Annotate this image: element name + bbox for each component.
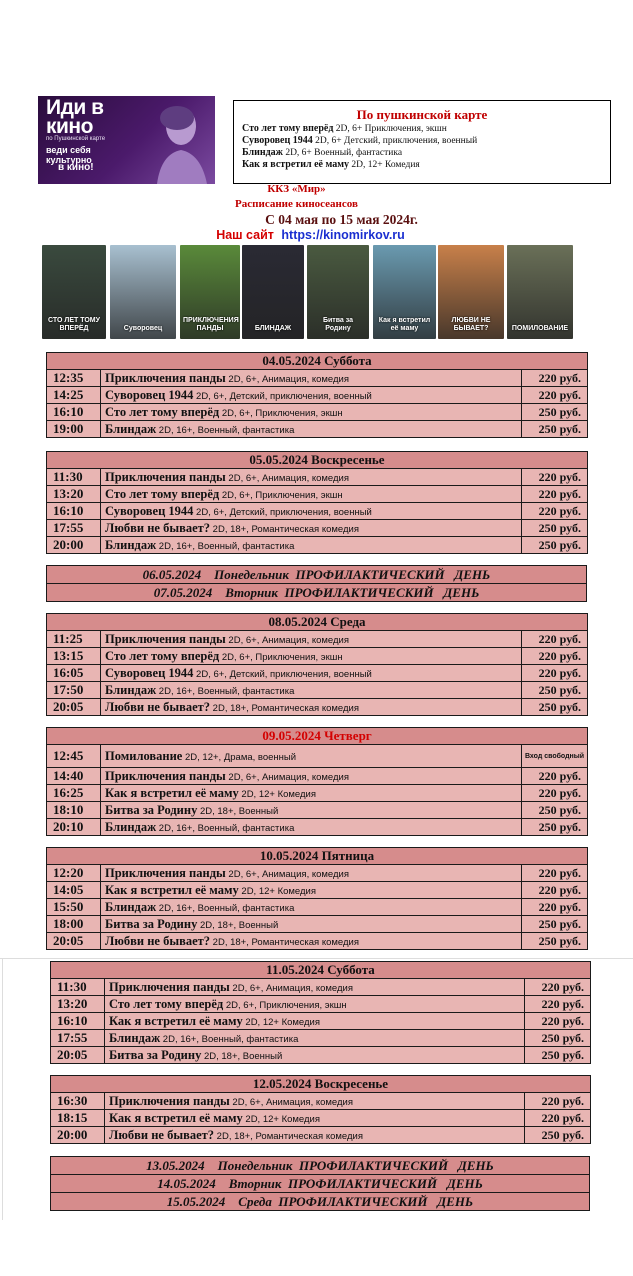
session-price: 220 руб. bbox=[522, 768, 588, 785]
film-info: 2D, 6+, Приключения, экшн bbox=[219, 407, 343, 419]
session-price: 220 руб. bbox=[522, 865, 588, 882]
film-name: Битва за Родину bbox=[105, 916, 198, 931]
day-schedule-table bbox=[46, 847, 588, 950]
session-row[interactable] bbox=[47, 631, 588, 648]
divider bbox=[0, 958, 633, 959]
movie-posters bbox=[42, 245, 594, 339]
session-film bbox=[101, 819, 522, 836]
pushkin-promo-banner bbox=[38, 96, 215, 184]
session-film bbox=[101, 370, 522, 387]
session-time: 20:00 bbox=[47, 537, 101, 554]
session-film bbox=[105, 1127, 525, 1144]
session-time: 20:05 bbox=[47, 699, 101, 716]
session-time: 18:15 bbox=[51, 1110, 105, 1127]
film-name: Любви не бывает? bbox=[109, 1127, 215, 1142]
film-info: 2D, 18+, Романтическая комедия bbox=[210, 936, 359, 948]
film-name: Любви не бывает? bbox=[105, 699, 211, 714]
session-film bbox=[105, 1030, 525, 1047]
session-film bbox=[101, 404, 522, 421]
session-row[interactable] bbox=[47, 520, 588, 537]
film-info: 2D, 18+, Романтическая комедия bbox=[210, 523, 359, 535]
session-price: 220 руб. bbox=[525, 1110, 591, 1127]
film-name: Приключения панды bbox=[105, 370, 226, 385]
schedule-title bbox=[0, 198, 633, 210]
promo-headline bbox=[46, 98, 104, 136]
film-info: 2D, 16+, Военный, фантастика bbox=[160, 1033, 299, 1045]
film-info: 2D, 6+, Приключения, экшн bbox=[219, 651, 343, 663]
session-film bbox=[101, 916, 522, 933]
film-info: 2D, 6+, Приключения, экшн bbox=[219, 489, 343, 501]
poster-title: ЛЮБВИ НЕ БЫВАЕТ? bbox=[451, 317, 491, 332]
session-time: 17:55 bbox=[51, 1030, 105, 1047]
session-film bbox=[101, 682, 522, 699]
session-row[interactable] bbox=[51, 1127, 591, 1144]
session-time: 16:10 bbox=[47, 503, 101, 520]
session-film bbox=[105, 996, 525, 1013]
session-time: 13:15 bbox=[47, 648, 101, 665]
session-time: 18:10 bbox=[47, 802, 101, 819]
poster-title: СТО ЛЕТ ТОМУ ВПЕРЁД bbox=[48, 317, 100, 332]
session-time: 20:05 bbox=[51, 1047, 105, 1064]
session-time: 16:05 bbox=[47, 665, 101, 682]
day-title: 09.05.2024 Четверг bbox=[47, 728, 588, 745]
session-price: 220 руб. bbox=[525, 1013, 591, 1030]
movie-poster[interactable] bbox=[180, 245, 240, 339]
film-name: Блиндаж bbox=[105, 537, 157, 552]
pushkin-card-title: По пушкинской карте bbox=[356, 107, 488, 122]
session-row[interactable] bbox=[47, 865, 588, 882]
film-name: Как я встретил её маму bbox=[105, 882, 239, 897]
session-film bbox=[101, 933, 522, 950]
film-info: 2D, 6+, Анимация, комедия bbox=[225, 634, 349, 646]
session-time: 16:10 bbox=[47, 404, 101, 421]
movie-poster[interactable] bbox=[373, 245, 436, 339]
session-film bbox=[101, 387, 522, 404]
film-name: Суворовец 1944 bbox=[105, 387, 194, 402]
website-line bbox=[0, 228, 633, 242]
session-price: 250 руб. bbox=[522, 520, 588, 537]
film-name: Приключения панды bbox=[105, 631, 226, 646]
film-name: Любви не бывает? bbox=[105, 933, 211, 948]
pushkin-bust-icon bbox=[147, 100, 209, 184]
session-time: 12:35 bbox=[47, 370, 101, 387]
film-info: 2D, 18+, Военный bbox=[201, 1050, 283, 1062]
movie-poster[interactable] bbox=[438, 245, 504, 339]
session-price: 220 руб. bbox=[522, 648, 588, 665]
session-time: 20:00 bbox=[51, 1127, 105, 1144]
film-info: 2D, 18+, Военный bbox=[197, 805, 279, 817]
date-range-label: С 04 мая по 15 мая 2024г. bbox=[265, 212, 418, 227]
session-price: 250 руб. bbox=[525, 1047, 591, 1064]
date-range bbox=[0, 212, 633, 228]
day-schedule-table bbox=[46, 352, 588, 438]
schedule-label: Расписание киносеансов bbox=[235, 198, 358, 210]
pushkin-film-row bbox=[242, 147, 610, 159]
session-film bbox=[101, 503, 522, 520]
session-row[interactable] bbox=[47, 768, 588, 785]
pushkin-film-name: Блиндаж bbox=[242, 147, 283, 158]
film-name: Как я встретил её маму bbox=[105, 785, 239, 800]
session-price: 250 руб. bbox=[522, 421, 588, 438]
film-name: Сто лет тому вперёд bbox=[105, 486, 220, 501]
session-film bbox=[101, 421, 522, 438]
session-row[interactable] bbox=[47, 387, 588, 404]
closed-days-table bbox=[50, 1156, 590, 1211]
film-info: 2D, 16+, Военный, фантастика bbox=[156, 540, 295, 552]
day-schedule-table bbox=[50, 1075, 591, 1144]
session-row[interactable] bbox=[51, 979, 591, 996]
film-name: Блиндаж bbox=[105, 899, 157, 914]
session-time: 12:45 bbox=[47, 745, 101, 768]
session-price: 250 руб. bbox=[522, 699, 588, 716]
pushkin-film-info: 2D, 6+ Детский, приключения, военный bbox=[312, 136, 478, 146]
pushkin-film-row bbox=[242, 159, 610, 171]
poster-title: ПРИКЛЮЧЕНИЯ ПАНДЫ bbox=[183, 317, 239, 332]
closed-days-table bbox=[46, 565, 587, 602]
session-row[interactable] bbox=[47, 745, 588, 768]
session-film bbox=[105, 1110, 525, 1127]
session-price: 250 руб. bbox=[522, 916, 588, 933]
session-film bbox=[101, 745, 522, 768]
session-film bbox=[101, 648, 522, 665]
film-info: 2D, 16+, Военный, фантастика bbox=[156, 424, 295, 436]
film-info: 2D, 6+, Детский, приключения, военный bbox=[193, 390, 372, 402]
session-price: 250 руб. bbox=[525, 1030, 591, 1047]
film-name: Приключения панды bbox=[105, 865, 226, 880]
film-name: Битва за Родину bbox=[109, 1047, 202, 1062]
film-name: Приключения панды bbox=[105, 469, 226, 484]
film-name: Как я встретил её маму bbox=[109, 1013, 243, 1028]
session-price: 250 руб. bbox=[522, 802, 588, 819]
session-row[interactable] bbox=[47, 819, 588, 836]
day-title: 05.05.2024 Воскресенье bbox=[47, 452, 588, 469]
film-name: Битва за Родину bbox=[105, 802, 198, 817]
session-price: 250 руб. bbox=[522, 819, 588, 836]
movie-poster[interactable] bbox=[307, 245, 369, 339]
day-title: 12.05.2024 Воскресенье bbox=[51, 1076, 591, 1093]
session-price: 220 руб. bbox=[522, 665, 588, 682]
poster-title: БЛИНДАЖ bbox=[254, 325, 292, 332]
session-price: 220 руб. bbox=[522, 503, 588, 520]
film-info: 2D, 6+, Анимация, комедия bbox=[225, 771, 349, 783]
film-name: Как я встретил её маму bbox=[109, 1110, 243, 1125]
closed-day-row: 06.05.2024 Понедельник ПРОФИЛАКТИЧЕСКИЙ ДЕНЬ bbox=[47, 566, 587, 584]
film-name: Приключения панды bbox=[109, 1093, 230, 1108]
session-time: 11:25 bbox=[47, 631, 101, 648]
day-schedule-table bbox=[46, 613, 588, 716]
pushkin-film-row bbox=[242, 123, 610, 135]
session-row[interactable] bbox=[47, 899, 588, 916]
film-info: 2D, 12+ Комедия bbox=[242, 1016, 320, 1028]
pushkin-film-name: Сто лет тому вперёд bbox=[242, 123, 334, 134]
session-row[interactable] bbox=[51, 1047, 591, 1064]
session-row[interactable] bbox=[47, 370, 588, 387]
session-row[interactable] bbox=[47, 699, 588, 716]
session-row[interactable] bbox=[47, 802, 588, 819]
session-film bbox=[105, 979, 525, 996]
film-info: 2D, 6+, Анимация, комедия bbox=[229, 1096, 353, 1108]
session-time: 19:00 bbox=[47, 421, 101, 438]
session-row[interactable] bbox=[47, 916, 588, 933]
film-info: 2D, 6+, Анимация, комедия bbox=[225, 373, 349, 385]
session-film bbox=[101, 665, 522, 682]
session-price: 220 руб. bbox=[522, 785, 588, 802]
closed-day-row: 13.05.2024 Понедельник ПРОФИЛАКТИЧЕСКИЙ ДЕНЬ bbox=[51, 1157, 590, 1175]
session-film bbox=[101, 865, 522, 882]
session-time: 14:40 bbox=[47, 768, 101, 785]
film-info: 2D, 16+, Военный, фантастика bbox=[156, 902, 295, 914]
promo-line1: Иди в bbox=[46, 96, 104, 119]
kkz-name bbox=[0, 183, 633, 195]
session-time: 15:50 bbox=[47, 899, 101, 916]
session-time: 12:20 bbox=[47, 865, 101, 882]
session-row[interactable] bbox=[47, 933, 588, 950]
film-info: 2D, 6+, Анимация, комедия bbox=[225, 472, 349, 484]
session-price: 250 руб. bbox=[522, 933, 588, 950]
session-film bbox=[101, 631, 522, 648]
film-info: 2D, 6+, Приключения, экшн bbox=[223, 999, 347, 1011]
session-row[interactable] bbox=[47, 665, 588, 682]
film-info: 2D, 12+ Комедия bbox=[238, 788, 316, 800]
session-film bbox=[101, 899, 522, 916]
site-label: Наш сайт bbox=[216, 228, 274, 242]
session-row[interactable] bbox=[51, 1013, 591, 1030]
film-name: Любви не бывает? bbox=[105, 520, 211, 535]
session-price: 220 руб. bbox=[522, 486, 588, 503]
session-film bbox=[101, 768, 522, 785]
session-price: 250 руб. bbox=[522, 537, 588, 554]
day-title: 08.05.2024 Среда bbox=[47, 614, 588, 631]
day-title: 10.05.2024 Пятница bbox=[47, 848, 588, 865]
session-price: 220 руб. bbox=[522, 469, 588, 486]
session-time: 11:30 bbox=[51, 979, 105, 996]
session-time: 14:25 bbox=[47, 387, 101, 404]
session-row[interactable] bbox=[47, 503, 588, 520]
poster-title: Суворовец bbox=[123, 325, 163, 332]
session-price: 220 руб. bbox=[522, 631, 588, 648]
session-row[interactable] bbox=[51, 1110, 591, 1127]
divider bbox=[2, 958, 3, 1220]
session-film bbox=[105, 1093, 525, 1110]
session-row[interactable] bbox=[47, 404, 588, 421]
session-time: 16:25 bbox=[47, 785, 101, 802]
session-film bbox=[101, 486, 522, 503]
session-price: 250 руб. bbox=[525, 1127, 591, 1144]
movie-poster[interactable] bbox=[42, 245, 106, 339]
day-schedule-table bbox=[50, 961, 591, 1064]
movie-poster[interactable] bbox=[110, 245, 176, 339]
session-price: 250 руб. bbox=[522, 682, 588, 699]
promo-line6: в кино! bbox=[58, 162, 94, 173]
promo-line5: культурно bbox=[46, 155, 92, 165]
session-time: 17:50 bbox=[47, 682, 101, 699]
film-info: 2D, 6+, Анимация, комедия bbox=[225, 868, 349, 880]
session-time: 20:10 bbox=[47, 819, 101, 836]
poster-title: Битва за Родину bbox=[322, 317, 354, 332]
film-info: 2D, 12+ Комедия bbox=[242, 1113, 320, 1125]
film-info: 2D, 12+, Драма, военный bbox=[182, 751, 297, 763]
session-price: Вход свободный bbox=[522, 745, 588, 768]
film-name: Суворовец 1944 bbox=[105, 665, 194, 680]
session-row[interactable] bbox=[47, 469, 588, 486]
session-film bbox=[101, 520, 522, 537]
session-film bbox=[101, 537, 522, 554]
session-row[interactable] bbox=[47, 421, 588, 438]
film-info: 2D, 6+, Детский, приключения, военный bbox=[193, 668, 372, 680]
poster-title: ПОМИЛОВАНИЕ bbox=[511, 325, 569, 332]
session-time: 14:05 bbox=[47, 882, 101, 899]
pushkin-film-name: Суворовец 1944 bbox=[242, 135, 313, 146]
film-name: Приключения панды bbox=[109, 979, 230, 994]
film-name: Помилование bbox=[105, 748, 183, 763]
session-row[interactable] bbox=[51, 1093, 591, 1110]
session-price: 250 руб. bbox=[522, 404, 588, 421]
session-film bbox=[101, 882, 522, 899]
kkz-label: ККЗ «Мир» bbox=[267, 183, 326, 195]
day-schedule-table bbox=[46, 451, 588, 554]
film-info: 2D, 12+ Комедия bbox=[238, 885, 316, 897]
day-title: 11.05.2024 Суббота bbox=[51, 962, 591, 979]
session-price: 220 руб. bbox=[522, 882, 588, 899]
session-row[interactable] bbox=[47, 648, 588, 665]
session-price: 220 руб. bbox=[525, 979, 591, 996]
closed-day-row: 07.05.2024 Вторник ПРОФИЛАКТИЧЕСКИЙ ДЕНЬ bbox=[47, 584, 587, 602]
film-info: 2D, 16+, Военный, фантастика bbox=[156, 685, 295, 697]
film-name: Блиндаж bbox=[105, 682, 157, 697]
site-link[interactable]: https://kinomirkov.ru bbox=[281, 228, 405, 242]
session-price: 220 руб. bbox=[525, 996, 591, 1013]
session-film bbox=[101, 699, 522, 716]
pushkin-card-box bbox=[233, 100, 611, 184]
film-info: 2D, 18+, Романтическая комедия bbox=[214, 1130, 363, 1142]
session-row[interactable] bbox=[47, 785, 588, 802]
session-time: 13:20 bbox=[51, 996, 105, 1013]
session-row[interactable] bbox=[51, 1030, 591, 1047]
pushkin-film-name: Как я встретил её маму bbox=[242, 159, 350, 170]
closed-day-row: 15.05.2024 Среда ПРОФИЛАКТИЧЕСКИЙ ДЕНЬ bbox=[51, 1193, 590, 1211]
session-time: 13:20 bbox=[47, 486, 101, 503]
movie-poster[interactable] bbox=[507, 245, 573, 339]
session-film bbox=[105, 1013, 525, 1030]
pushkin-film-info: 2D, 6+ Военный, фантастика bbox=[282, 148, 403, 158]
session-time: 11:30 bbox=[47, 469, 101, 486]
film-name: Приключения панды bbox=[105, 768, 226, 783]
pushkin-film-row bbox=[242, 135, 610, 147]
session-film bbox=[101, 469, 522, 486]
film-name: Сто лет тому вперёд bbox=[105, 648, 220, 663]
film-name: Блиндаж bbox=[109, 1030, 161, 1045]
day-title: 04.05.2024 Суббота bbox=[47, 353, 588, 370]
session-time: 17:55 bbox=[47, 520, 101, 537]
session-row[interactable] bbox=[47, 882, 588, 899]
promo-line4: веди себя bbox=[46, 145, 91, 155]
film-info: 2D, 18+, Романтическая комедия bbox=[210, 702, 359, 714]
session-price: 220 руб. bbox=[522, 370, 588, 387]
session-price: 220 руб. bbox=[525, 1093, 591, 1110]
session-time: 16:30 bbox=[51, 1093, 105, 1110]
film-name: Сто лет тому вперёд bbox=[105, 404, 220, 419]
promo-line2: кино bbox=[46, 115, 93, 138]
session-row[interactable] bbox=[47, 682, 588, 699]
session-row[interactable] bbox=[47, 486, 588, 503]
film-info: 2D, 18+, Военный bbox=[197, 919, 279, 931]
poster-title: Как я встретил её маму bbox=[378, 317, 431, 332]
session-price: 220 руб. bbox=[522, 899, 588, 916]
closed-day-row: 14.05.2024 Вторник ПРОФИЛАКТИЧЕСКИЙ ДЕНЬ bbox=[51, 1175, 590, 1193]
film-name: Сто лет тому вперёд bbox=[109, 996, 224, 1011]
film-info: 2D, 16+, Военный, фантастика bbox=[156, 822, 295, 834]
session-time: 20:05 bbox=[47, 933, 101, 950]
film-name: Блиндаж bbox=[105, 819, 157, 834]
session-film bbox=[101, 785, 522, 802]
session-film bbox=[105, 1047, 525, 1064]
session-row[interactable] bbox=[51, 996, 591, 1013]
promo-subline: по Пушкинской карте bbox=[46, 136, 106, 142]
session-price: 220 руб. bbox=[522, 387, 588, 404]
pushkin-film-info: 2D, 6+ Приключения, экшн bbox=[333, 124, 447, 134]
film-info: 2D, 6+, Детский, приключения, военный bbox=[193, 506, 372, 518]
session-time: 16:10 bbox=[51, 1013, 105, 1030]
film-name: Суворовец 1944 bbox=[105, 503, 194, 518]
pushkin-film-info: 2D, 12+ Комедия bbox=[349, 160, 420, 170]
film-name: Блиндаж bbox=[105, 421, 157, 436]
session-film bbox=[101, 802, 522, 819]
movie-poster[interactable] bbox=[242, 245, 304, 339]
session-time: 18:00 bbox=[47, 916, 101, 933]
session-row[interactable] bbox=[47, 537, 588, 554]
day-schedule-table bbox=[46, 727, 588, 836]
film-info: 2D, 6+, Анимация, комедия bbox=[229, 982, 353, 994]
